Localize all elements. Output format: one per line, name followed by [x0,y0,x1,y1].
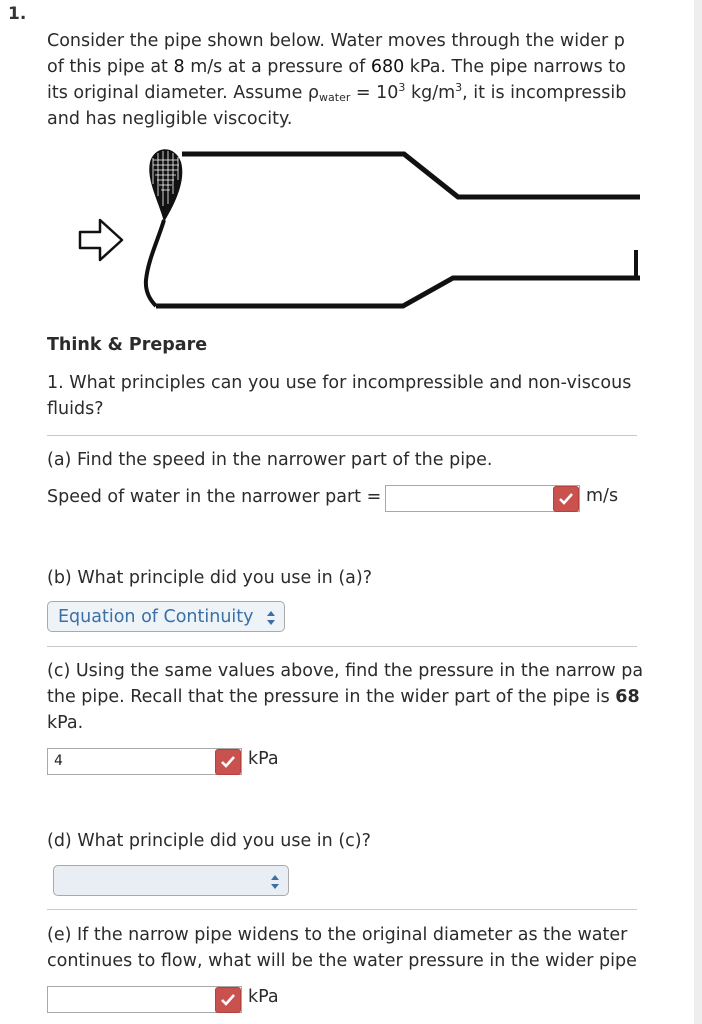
part-b-prompt: (b) What principle did you use in (a)? [47,568,372,588]
intro-line-2: of this pipe at 8 m/s at a pressure of 680 kPa. The pipe narrows to [47,57,626,77]
part-a-speed-input[interactable] [385,485,580,512]
pipe-diagram [60,140,640,325]
think-prepare-heading: Think & Prepare [47,335,208,355]
checkmark-icon [553,486,579,512]
intro-line-1: Consider the pipe shown below. Water moves through the wider p [47,31,625,51]
part-c-pressure-input[interactable]: 4 [47,748,242,775]
part-d-principle-select[interactable] [53,865,289,896]
flow-arrow-icon [80,220,122,260]
intro-line-4: and has negligible viscocity. [47,109,293,129]
part-a-unit: m/s [586,486,619,506]
given-pressure: 680 [370,57,405,77]
part-e-prompt: (e) If the narrow pipe widens to the original diameter as the water continues to flow, what will be the water pressure in the wider pipe [47,925,637,971]
question-intro [47,28,637,132]
part-a-prompt: (a) Find the speed in the narrower part of the pipe. [47,450,493,470]
select-arrows-icon [270,874,280,890]
question-number: 1. [8,4,27,24]
intro-line-3: its original diameter. Assume $\rho_{water} = 10^3$ $kg/m^3$, it is incompressib [47,81,627,104]
part-e-unit: kPa [248,987,279,1007]
pipe-bottom-wall [156,278,640,306]
think-question-1: 1. What principles can you use for incompressible and non-viscous fluids? [47,373,632,419]
select-arrows-icon [266,610,276,626]
page-scroll-strip [694,0,702,1024]
checkmark-icon [215,749,241,775]
part-d-prompt: (d) What principle did you use in (c)? [47,831,371,851]
divider [47,646,637,647]
pipe-cross-section [146,149,182,306]
pipe-top-wall [182,154,640,197]
divider [47,435,637,436]
part-c-prompt: (c) Using the same values above, find the pressure in the narrow pa the pipe. Recall that the pressure in the wider part of the pipe is 68 kPa. [47,661,644,733]
given-speed: 8 [173,57,185,77]
part-e-pressure-input[interactable] [47,986,242,1013]
part-a-label: Speed of water in the narrower part = [47,487,382,507]
divider [47,909,637,910]
part-c-unit: kPa [248,749,279,769]
checkmark-icon [215,987,241,1013]
part-b-principle-select[interactable]: Equation of Continuity [47,601,285,632]
